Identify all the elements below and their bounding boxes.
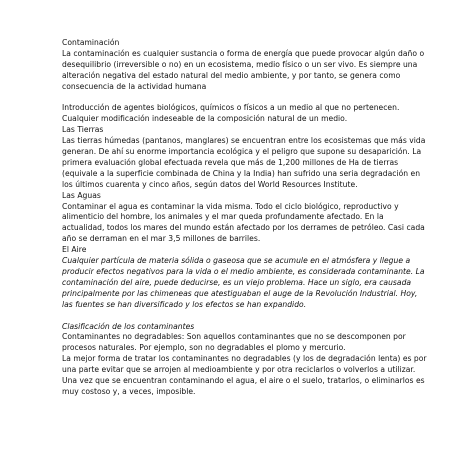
paragraph-tratamiento: La mejor forma de tratar los contaminantes no degradables (y los de degradación lenta) es por una parte evitar que se arrojen al medioambiente y por otra reciclarlos o volverlos a utilizar. Una vez que se encuentran contaminando el agua, el aire o el suelo, tratarlos, o eliminarlos es muy costoso y, a veces, imposible.	[62, 354, 427, 396]
heading-las-tierras: Las Tierras	[62, 125, 104, 135]
paragraph-las-tierras: Las tierras húmedas (pantanos, manglares) se encuentran entre los ecosistemas que más vida generan. De ahí su enorme importancia ecológica y el peligro que supone su desaparición. La primera evaluación global efectuada revela que más de 1,200 millones de Ha de tierras (equivale a la superficie combinada de China y la India) han sufrido una seria degradación en los últimos cuarenta y cinco años, según datos del World Resources Institute.	[62, 136, 426, 189]
paragraph-spacer	[62, 311, 428, 322]
heading-clasificacion: Clasificación de los contaminantes	[62, 321, 195, 331]
paragraph-contaminacion: La contaminación es cualquier sustancia o forma de energía que puede provocar algún daño o desequilibrio (irreversible o no) en un ecosistema, medio físico o un ser vivo. Es siempre una alteración negativa del estado natural del medio ambiente, y por tanto, se genera como consecuencia de la actividad humana	[62, 48, 425, 91]
paragraph-introduccion: Introducción de agentes biológicos, químicos o físicos a un medio al que no pertenecen. Cualquier modificación indeseable de la composición natural de un medio.	[62, 103, 400, 124]
heading-contaminacion: Contaminación	[62, 38, 120, 47]
heading-el-aire: El Aire	[62, 245, 87, 255]
paragraph-las-aguas: Contaminar el agua es contaminar la vida misma. Todo el ciclo biológico, reproductivo y alimenticio del hombre, los animales y el mar queda profundamente afectado. En la actualidad, todos los mares del mundo están afectado por los derrames de petróleo. Casi cada año se derraman en el mar 3,5 millones de barriles.	[62, 201, 425, 244]
paragraph-el-aire: Cualquier partícula de materia sólida o gaseosa que se acumule en el atmósfera y llegue a producir efectos negativos para la vida o el medio ambiente, es considerada contaminante. La contaminación del aire, puede deducirse, es un viejo problema. Hace un siglo, era causada principalmente por las chimeneas que atestiguaban el auge de la Revolución Industrial. Hoy, las fuentes se han diversificado y los efectos se han expandido.	[62, 256, 425, 309]
paragraph-spacer	[62, 93, 428, 104]
document-body	[62, 38, 428, 398]
heading-las-aguas: Las Aguas	[62, 190, 101, 200]
paragraph-no-degradables: Contaminantes no degradables: Son aquellos contaminantes que no se descomponen por procesos naturales. Por ejemplo, son no degradables el plomo y mercurio.	[62, 332, 406, 353]
